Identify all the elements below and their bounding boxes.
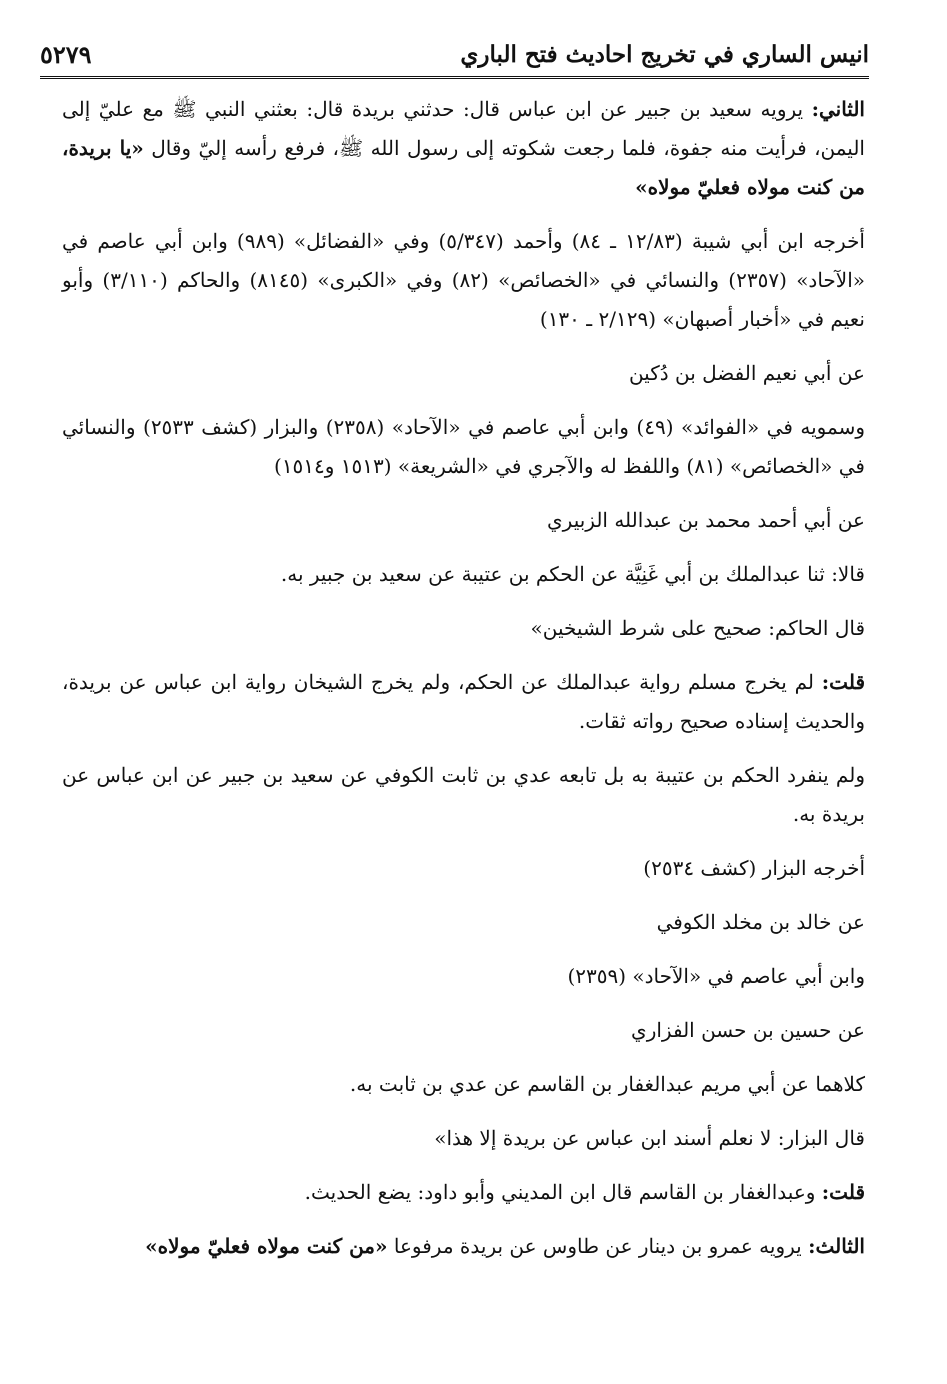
paragraph [62,1011,865,1050]
paragraph [62,663,865,741]
paragraph-text: وابن أبي عاصم في «الآحاد» (٢٣٥٩) [567,964,865,988]
paragraph [62,222,865,339]
paragraph [62,609,865,648]
paragraph-text: قال البزار: لا نعلم أسند ابن عباس عن بريدة إلا هذا» [434,1126,865,1150]
paragraph [62,501,865,540]
running-header [40,32,869,79]
paragraph-text: يرويه سعيد بن جبير عن ابن عباس قال: حدثني بريدة قال: بعثني النبي ﷺ مع عليّ إلى اليمن، فرأيت منه جفوة، فلما رجعت شكوته إلى رسول الله ﷺ، فرفع رأسه إليّ وقال [62,97,865,160]
paragraph-text: وعبدالغفار بن القاسم قال ابن المديني وأبو داود: يضع الحديث. [304,1180,822,1204]
paragraph [62,408,865,486]
paragraph [62,1227,865,1266]
paragraph-text: عن أبي نعيم الفضل بن دُكين [628,361,865,385]
hadith-quote: «يا بريدة، من كنت مولاه فعليّ مولاه» [62,136,865,199]
paragraph [62,903,865,942]
paragraph-text: عن أبي أحمد محمد بن عبدالله الزبيري [547,508,865,532]
paragraph-text: ولم ينفرد الحكم بن عتيبة به بل تابعه عدي بن ثابت الكوفي عن سعيد بن جبير عن ابن عباس عن بريدة به. [62,763,865,826]
book-title: انيس الساري في تخريج احاديث فتح الباري [460,40,869,68]
paragraph-text: وسمويه في «الفوائد» (٤٩) وابن أبي عاصم في «الآحاد» (٢٣٥٨) والبزار (كشف ٢٥٣٣) والنسائي في «الخصائص» (٨١) واللفظ له والآجري في «الشريعة» (١٥١٣ و١٥١٤) [62,415,865,478]
paragraph [62,756,865,834]
page-number: ٥٢٧٩ [40,39,92,69]
paragraph [62,957,865,996]
paragraph-label: قلت: [821,1180,865,1204]
paragraph [62,555,865,594]
paragraph-text: أخرجه ابن أبي شيبة (١٢/٨٣ ـ ٨٤) وأحمد (٥/٣٤٧) وفي «الفضائل» (٩٨٩) وابن أبي عاصم في «الآحاد» (٢٣٥٧) والنسائي في «الخصائص» (٨٢) وفي «الكبرى» (٨١٤٥) والحاكم (٣/١١٠) وأبو نعيم في «أخبار أصبهان» (٢/١٢٩ ـ ١٣٠) [62,229,865,331]
paragraph-label: الثاني: [811,97,865,121]
hadith-quote: «من كنت مولاه فعليّ مولاه» [145,1234,388,1258]
paragraph [62,1119,865,1158]
paragraph-text: لم يخرج مسلم رواية عبدالملك عن الحكم، ولم يخرج الشيخان رواية ابن عباس عن بريدة، والحديث إسناده صحيح رواته ثقات. [62,670,865,733]
paragraph-text: عن حسين بن حسن الفزاري [631,1018,865,1042]
paragraph-text: يرويه عمرو بن دينار عن طاوس عن بريدة مرفوعا [387,1234,809,1258]
paragraph-text: عن خالد بن مخلد الكوفي [656,910,865,934]
paragraph-label: قلت: [821,670,865,694]
paragraph [62,354,865,393]
paragraph [62,1065,865,1104]
paragraph-text: قالا: ثنا عبدالملك بن أبي غَنِيَّة عن الحكم بن عتيبة عن سعيد بن جبير به. [280,562,865,586]
text-body [62,90,865,1281]
paragraph [62,90,865,207]
paragraph [62,849,865,888]
paragraph-text: كلاهما عن أبي مريم عبدالغفار بن القاسم عن عدي بن ثابت به. [349,1072,865,1096]
paragraph-text: قال الحاكم: صحيح على شرط الشيخين» [530,616,865,640]
paragraph [62,1173,865,1212]
paragraph-label: الثالث: [808,1234,865,1258]
paragraph-text: أخرجه البزار (كشف ٢٥٣٤) [643,856,865,880]
